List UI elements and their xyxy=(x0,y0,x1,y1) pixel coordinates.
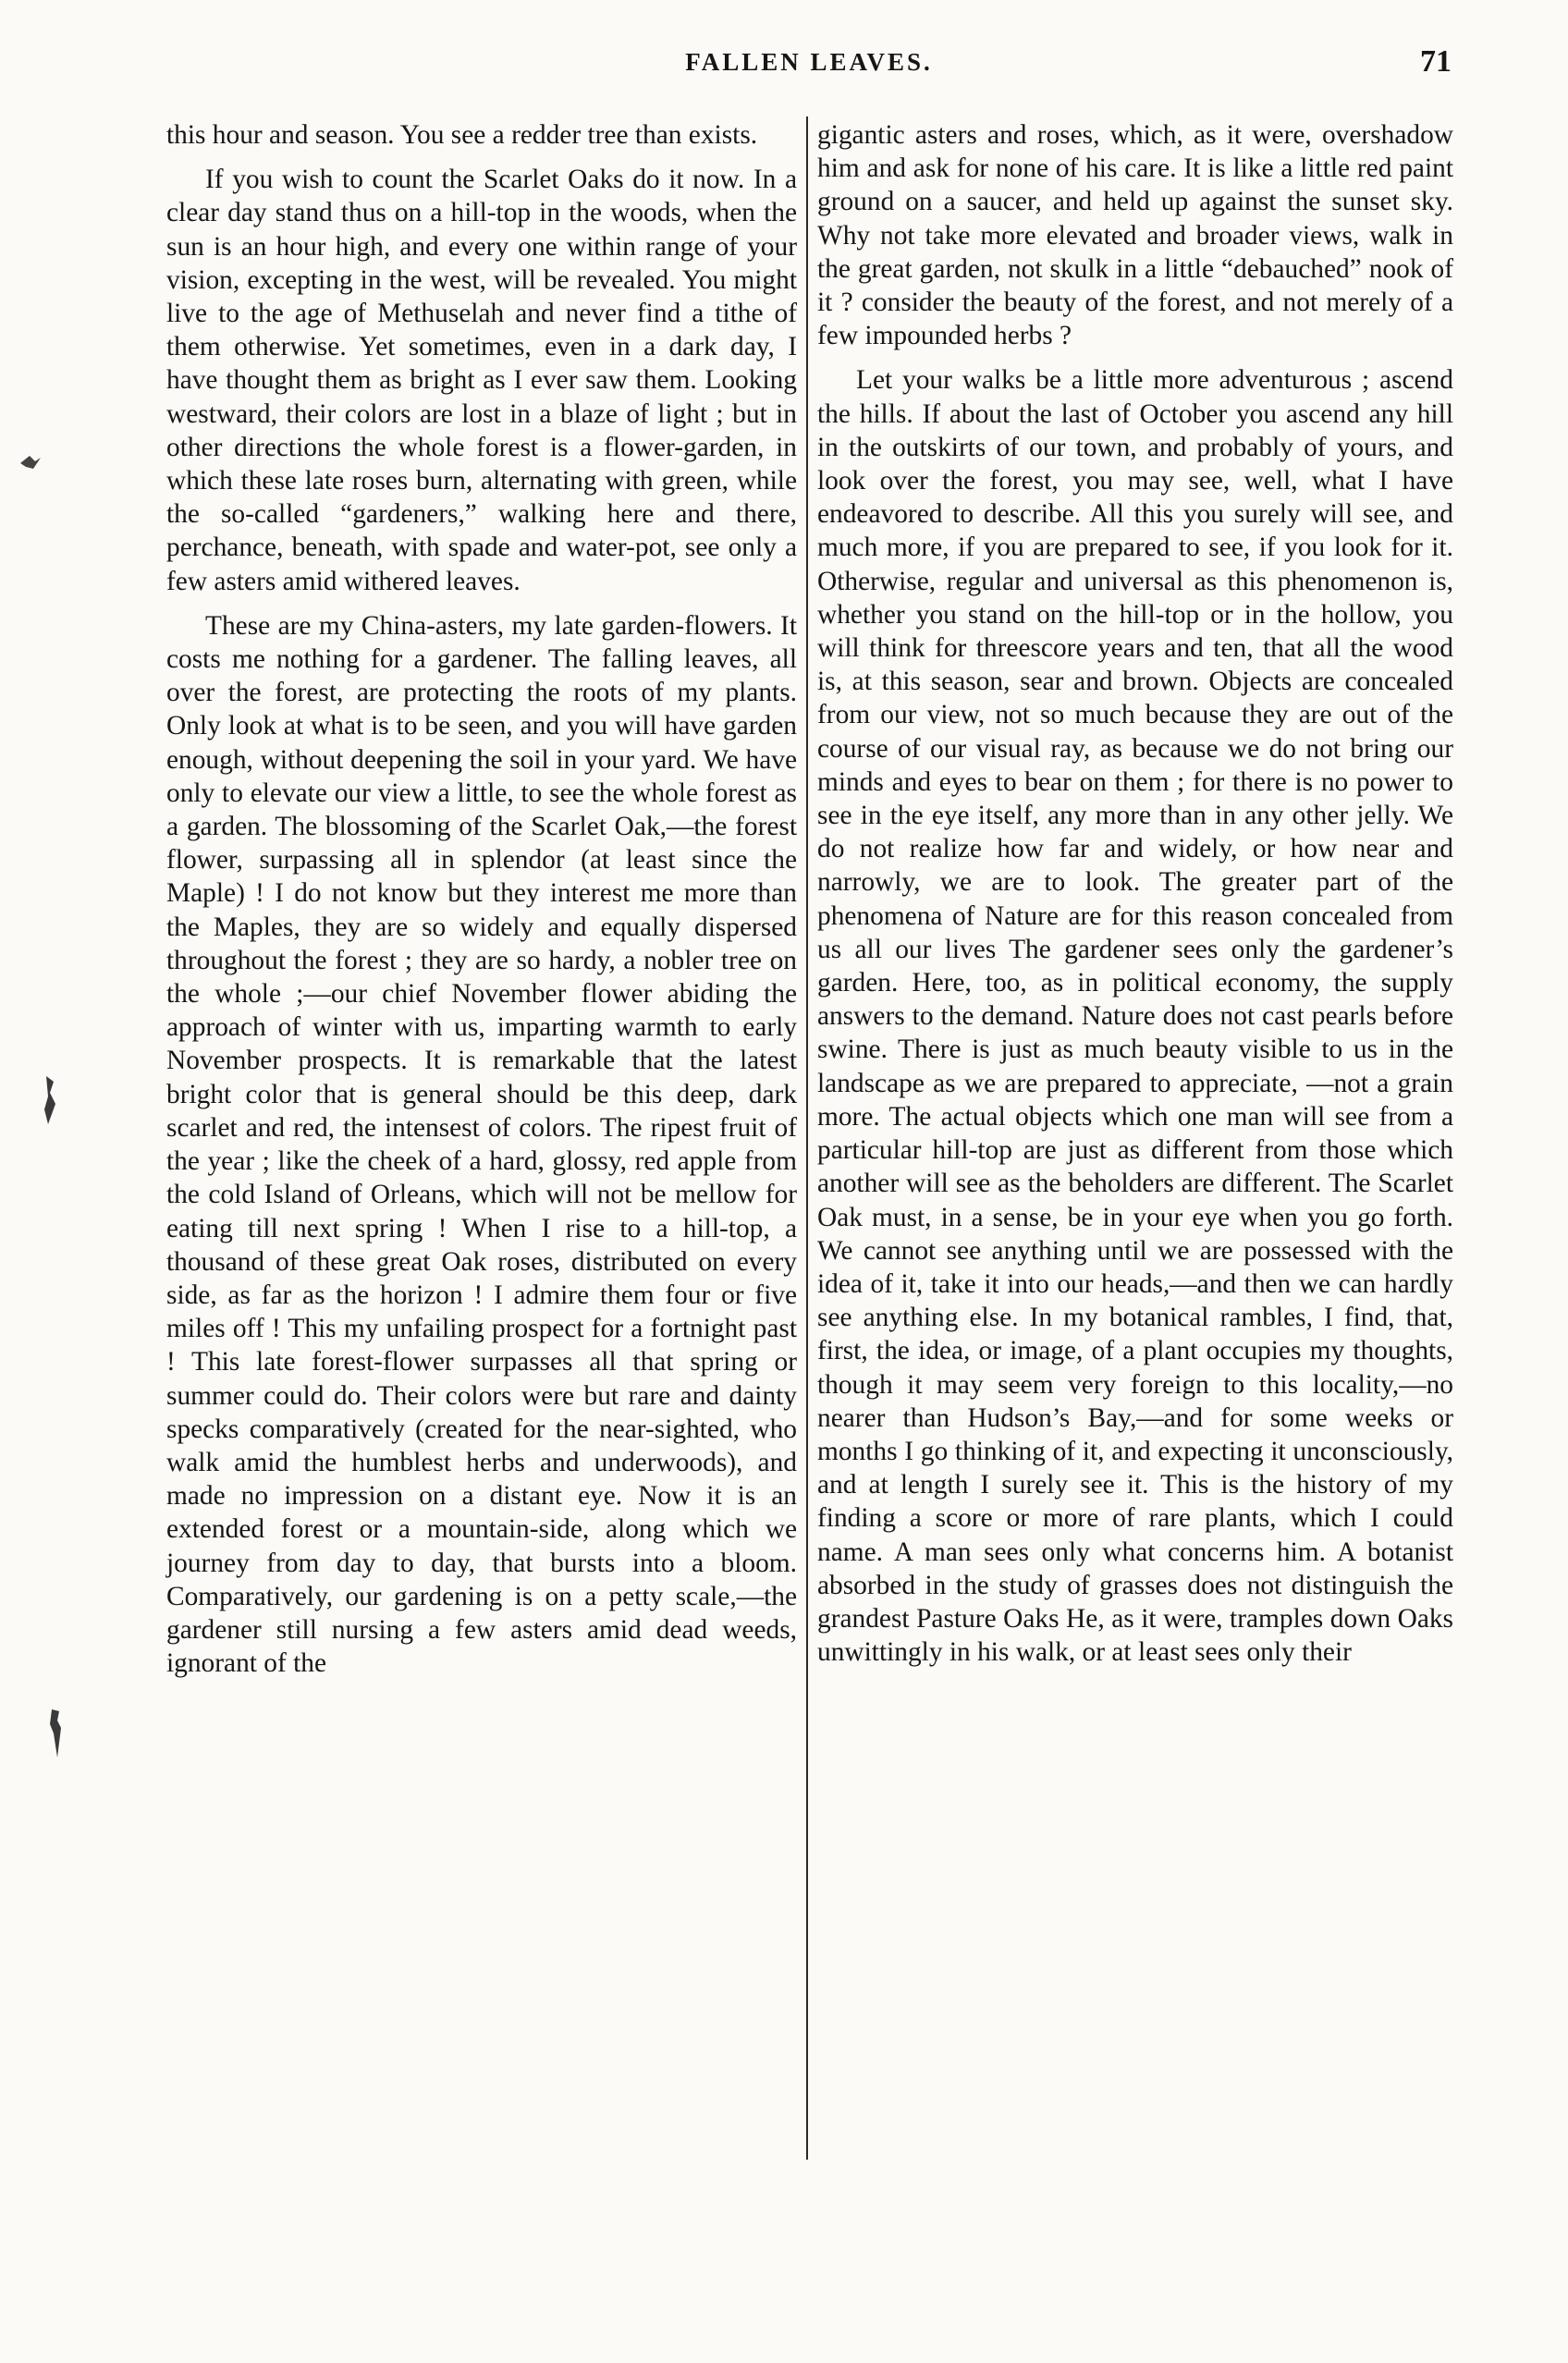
paragraph: gigantic asters and roses, which, as it were, overshadow him and ask for none of his care. It is like a little red paint ground on a saucer, and held up against the sunset sky. Why not take more elevated and broader views, walk in the great garden, not skulk in a little “debauched” nook of it ? consider the beauty of the forest, and not merely of a few impounded herbs ? xyxy=(817,120,1453,351)
page-header xyxy=(166,44,1452,81)
page-number: 71 xyxy=(1420,44,1452,79)
margin-smudge-2 xyxy=(39,1072,61,1128)
running-head: FALLEN LEAVES. xyxy=(685,48,933,76)
paragraph: These are my China-asters, my late garden-flowers. It costs me nothing for a gardener. The falling leaves, all over the forest, are protecting the roots of my plants. Only look at what is to be seen, and you will have garden enough, without deepening the soil in your yard. We have only to elevate our view a little, to see the whole forest as a garden. The blossoming of the Scarlet Oak,—the forest flower, surpassing all in splendor (at least since the Maple) ! I do not know but they interest me more than the Maples, they are so widely and equally dispersed throughout the forest ; they are so hardy, a nobler tree on the whole ;—our chief November flower abiding the approach of winter with us, imparting warmth to early November prospects. It is remarkable that the latest bright color that is general should be this deep, dark scarlet and red, the intensest of colors. The ripest fruit of the year ; like the cheek of a hard, glossy, red apple from the cold Island of Orleans, which will not be mellow for eating till next spring ! When I rise to a hill-top, a thousand of these great Oak roses, distributed on every side, as far as the horizon ! I admire them four or five miles off ! This my unfailing prospect for a fortnight past ! This late forest-flower surpasses all that spring or summer could do. Their colors were but rare and dainty specks comparatively (created for the near-sighted, who walk amid the humblest herbs and underwoods), and made no impression on a distant eye. Now it is an extended forest or a mountain-side, along which we journey from day to day, that bursts into a bloom. Comparatively, our gardening is on a petty scale,—the gardener still nursing a few asters amid dead weeds, ignorant of the xyxy=(166,610,797,1679)
paragraph: Let your walks be a little more adventurous ; ascend the hills. If about the last of October you ascend any hill in the outskirts of our town, and probably of yours, and look over the forest, you may see, well, what I have endeavored to describe. All this you surely will see, and much more, if you are prepared to see, if you look for it. Otherwise, regular and universal as this phenomenon is, whether you stand on the hill-top or in the hollow, you will think for threescore years and ten, that all the wood is, at this season, sear and brown. Objects are concealed from our view, not so much because they are out of the course of our visual ray, as because we do not bring our minds and eyes to bear on them ; for there is no power to see in the eye itself, any more than in any other jelly. We do not realize how far and widely, or how near and narrowly, we are to look. The greater part of the phenomena of Nature are for this reason concealed from us all our lives The gardener sees only the gardener’s garden. Here, too, as in political economy, the supply answers to the demand. Nature does not cast pearls before swine. There is just as much beauty visible to us in the landscape as we are prepared to appreciate, —not a grain more. The actual objects which one man will see from a particular hill-top are just as different from those which another will see as the beholders are different. The Scarlet Oak must, in a sense, be in your eye when you go forth. We cannot see anything until we are possessed with the idea of it, take it into our heads,—and then we can hardly see anything else. In my botanical rambles, I find, that, first, the idea, or image, of a plant occupies my thoughts, though it may seem very foreign to this locality,—no nearer than Hudson’s Bay,—and for some weeks or months I go thinking of it, and expecting it unconsciously, and at length I surely see it. This is the history of my finding a score or more of rare plants, which I could name. A man sees only what concerns him. A botanist absorbed in the study of grasses does not distinguish the grandest Pasture Oaks He, as it were, tramples down Oaks unwittingly in his walk, or at least sees only their xyxy=(817,365,1453,1668)
margin-smudge-1 xyxy=(17,448,44,476)
left-column xyxy=(166,118,797,1680)
margin-smudge-3 xyxy=(46,1706,67,1761)
right-column xyxy=(817,118,1453,1669)
column-rule xyxy=(806,116,808,2160)
paragraph: If you wish to count the Scarlet Oaks do it now. In a clear day stand thus on a hill-top in the woods, when the sun is an hour high, and every one within range of your vision, excepting in the west, will be revealed. You might live to the age of Methuselah and never find a tithe of them otherwise. Yet sometimes, even in a dark day, I have thought them as bright as I ever saw them. Looking westward, their colors are lost in a blaze of light ; but in other directions the whole forest is a flower-garden, in which these late roses burn, alternating with green, while the so-called “gardeners,” walking here and there, perchance, beneath, with spade and water-pot, see only a few asters amid withered leaves. xyxy=(166,165,797,596)
paragraph: this hour and season. You see a redder tree than exists. xyxy=(166,120,758,150)
